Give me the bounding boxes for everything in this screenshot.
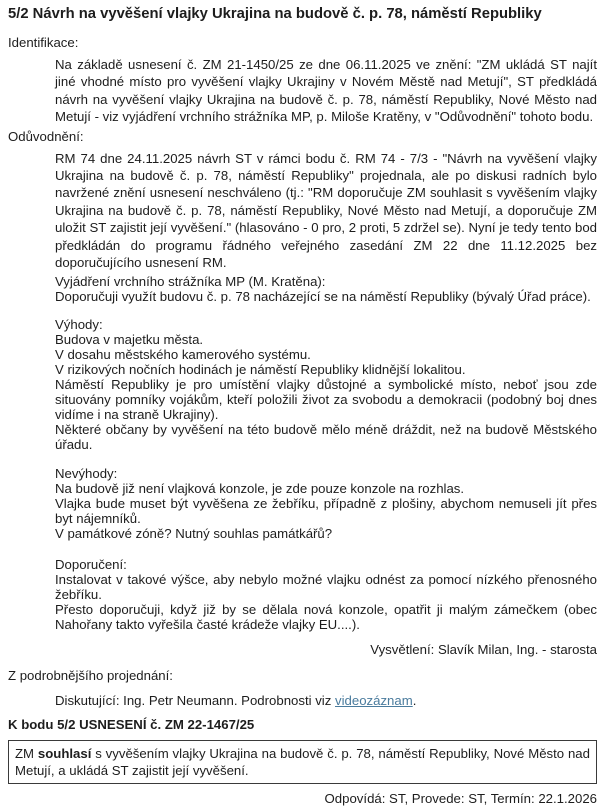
advantage-item: Některé občany by vyvěšení na této budově mělo méně dráždit, než na budově Městského úřadu.: [55, 422, 597, 453]
advantages-label: Výhody:: [55, 317, 103, 333]
responsibility-footer: Odpovídá: ST, Provede: ST, Termín: 22.1.2026: [324, 791, 597, 807]
resolution-text-prefix: ZM: [15, 746, 38, 762]
identifikace-paragraph: Na základě usnesení č. ZM 21-1450/25 ze dne 06.11.2025 ve znění: "ZM ukládá ST najít jiné vhodné místo pro vyvěšení vlajky Ukrajiny v Novém Městě nad Metují", ST předkládá návrh na vyvěšení vlajky Ukrajina na budově č. p. 78, náměstí Republiky, Nové Město nad Metují - viz vyjádření vrchního strážníka MP, p. Miloše Kratěny, v "Odůvodnění" tohoto bodu.: [55, 57, 597, 125]
document-title: 5/2 Návrh na vyvěšení vlajky Ukrajina na budově č. p. 78, náměstí Republiky: [8, 6, 542, 22]
recommendation-item: Přesto doporučuji, když již by se dělala nová konzole, opatřit ji malým zámečkem (obec Nahořany takto vyřešila časté krádeže vlajky EU....).: [55, 602, 597, 633]
advantage-item: Náměstí Republiky je pro umístění vlajky důstojné a symbolické místo, neboť jsou zde situovány pomníky vojákům, kteří položili život za svobodu a demokracii (podobný boj dnes vidíme i na straně Ukrajiny).: [55, 377, 597, 423]
resolution-heading: K bodu 5/2 USNESENÍ č. ZM 22-1467/25: [8, 717, 255, 733]
disadvantages-label: Nevýhody:: [55, 466, 118, 482]
oduvodneni-body: [55, 150, 597, 658]
disadvantage-item: V památkové zóně? Nutný souhlas památkářů?: [55, 526, 333, 542]
statement-heading: Vyjádření vrchního strážníka MP (M. Kratěna):: [55, 274, 326, 290]
oduvodneni-paragraph: RM 74 dne 24.11.2025 návrh ST v rámci bodu č. RM 74 - 7/3 - "Návrh na vyvěšení vlajky Ukrajina na budově č. p. 78, náměstí Republiky" projednala, ale po diskusi radních bylo navržené znění usnesení neschváleno (tj.: "RM doporučuje ZM souhlasit s vyvěšením vlajky Ukrajina na budově č. p. 78, náměstí Republiky, Nové Město nad Metují, a doporučuje ZM uložit ST zajistit její vyvěšení." (hlasováno - 0 pro, 2 proti, 5 zdržel se). Nyní je tedy tento bod předkládán do programu řádného veřejného zasedání ZM 22 dne 11.12.2025 bez doporučujícího usnesení RM.: [55, 150, 597, 271]
resolution-text-bold: souhlasí: [37, 746, 92, 762]
videozaznam-link[interactable]: videozáznam: [335, 693, 413, 709]
recommendation-label: Doporučení:: [55, 557, 127, 573]
discussion-text-prefix: Diskutující: Ing. Petr Neumann. Podrobnosti viz: [55, 693, 335, 709]
disadvantage-item: Vlajka bude muset být vyvěšena ze žebříku, případně z plošiny, abychom nemuseli jít přes byt nájemníků.: [55, 496, 597, 527]
advantage-item: V rizikových nočních hodinách je náměstí Republiky klidnější lokalitou.: [55, 362, 466, 378]
statement-text: Doporučuji využít budovu č. p. 78 nacházející se na náměstí Republiky (bývalý Úřad práce).: [55, 289, 591, 305]
recommendation-item: Instalovat v takové výšce, aby nebylo možné vlajku odnést za pomocí nízkého přenosného žebříku.: [55, 572, 597, 603]
resolution-box: [8, 740, 597, 784]
advantage-item: Budova v majetku města.: [55, 332, 204, 348]
discussion-text-suffix: .: [412, 693, 417, 709]
resolution-text-suffix: s vyvěšením vlajky Ukrajina na budově č. p. 78, náměstí Republiky, Nové Město nad Metují, a ukládá ST zajistit její vyvěšení.: [15, 746, 590, 779]
identifikace-label: Identifikace:: [8, 35, 79, 50]
detailed-discussion-label: Z podrobnějšího projednání:: [8, 668, 173, 684]
advantage-item: V dosahu městského kamerového systému.: [55, 347, 311, 363]
disadvantage-item: Na budově již není vlajková konzole, je zde pouze konzole na rozhlas.: [55, 481, 465, 497]
identifikace-body: [55, 56, 597, 126]
discussion-line: [55, 693, 597, 708]
explanation-note: Vysvětlení: Slavík Milan, Ing. - starosta: [370, 642, 597, 658]
oduvodneni-label: Odůvodnění:: [8, 128, 84, 144]
